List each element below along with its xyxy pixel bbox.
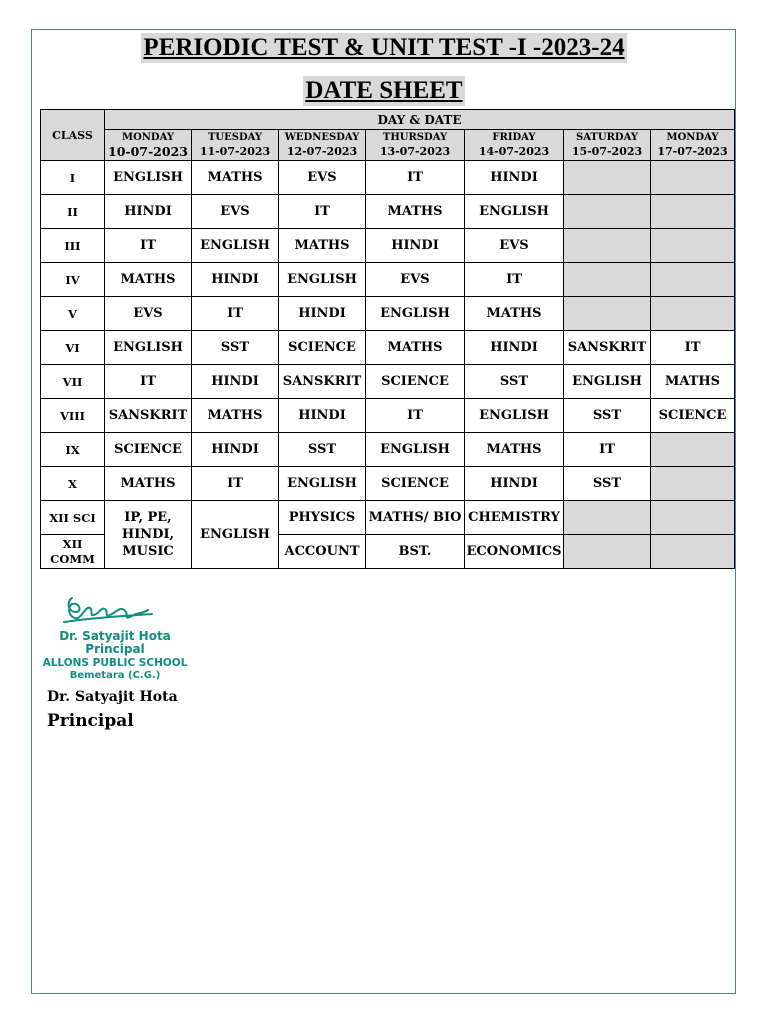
subject-cell: EVS (192, 195, 279, 229)
day-name: FRIDAY (492, 132, 536, 143)
day-date: 10-07-2023 (108, 144, 188, 159)
class-header: CLASS (41, 110, 105, 161)
subject-cell: ENGLISH (105, 331, 192, 365)
empty-cell (564, 535, 651, 569)
principal-signature-stamp (42, 592, 188, 684)
empty-cell (651, 195, 735, 229)
shared-subject-line: MUSIC (122, 544, 174, 559)
day-header-6 (564, 130, 651, 161)
day-header-5 (465, 130, 564, 161)
class-cell: V (41, 297, 105, 331)
subject-cell: ENGLISH (465, 399, 564, 433)
empty-cell (564, 195, 651, 229)
subject-cell: SCIENCE (366, 365, 465, 399)
date-sheet-table (40, 109, 735, 569)
subject-cell: HINDI (192, 433, 279, 467)
class-cell: XII COMM (41, 535, 105, 569)
class-rows (41, 161, 735, 501)
subject-cell: PHYSICS (279, 501, 366, 535)
subject-cell: ENGLISH (366, 297, 465, 331)
subject-cell: IT (651, 331, 735, 365)
subject-cell: IT (105, 229, 192, 263)
subject-cell: MATHS (366, 331, 465, 365)
subject-cell: EVS (105, 297, 192, 331)
subject-cell: ECONOMICS (465, 535, 564, 569)
day-name: MONDAY (122, 132, 174, 143)
day-date: 15-07-2023 (571, 145, 643, 158)
table-row (41, 399, 735, 433)
day-header-2 (192, 130, 279, 161)
subject-cell: SCIENCE (651, 399, 735, 433)
subject-cell: MATHS (192, 399, 279, 433)
subject-cell: SST (564, 467, 651, 501)
subject-cell: MATHS (651, 365, 735, 399)
subject-cell: IT (366, 161, 465, 195)
day-date: 17-07-2023 (657, 145, 728, 158)
table-row (41, 433, 735, 467)
shared-subject-line: HINDI, (121, 527, 175, 542)
subject-cell: MATHS (465, 433, 564, 467)
subject-cell: MATHS (192, 161, 279, 195)
subject-cell: ENGLISH (279, 467, 366, 501)
stamp-name: Dr. Satyajit Hota (59, 629, 171, 643)
subject-cell: SST (564, 399, 651, 433)
subject-cell: MATHS/ BIO (366, 501, 465, 535)
subject-cell: MATHS (366, 195, 465, 229)
subject-cell: HINDI (192, 365, 279, 399)
date-sheet-heading-wrap (0, 76, 768, 106)
subject-cell: ACCOUNT (279, 535, 366, 569)
day-header-1 (105, 130, 192, 161)
subject-cell: SST (465, 365, 564, 399)
subject-cell: IT (279, 195, 366, 229)
subject-cell: EVS (465, 229, 564, 263)
subject-cell: IT (192, 467, 279, 501)
subject-cell: ENGLISH (192, 229, 279, 263)
table-row (41, 297, 735, 331)
subject-cell: SANSKRIT (564, 331, 651, 365)
stamp-role: Principal (85, 642, 145, 656)
day-name: MONDAY (666, 132, 719, 143)
subject-cell: ENGLISH (279, 263, 366, 297)
subject-cell: HINDI (366, 229, 465, 263)
subject-cell: ENGLISH (465, 195, 564, 229)
class-cell: X (41, 467, 105, 501)
subject-cell: EVS (366, 263, 465, 297)
empty-cell (651, 229, 735, 263)
subject-cell: SANSKRIT (105, 399, 192, 433)
day-name: SATURDAY (576, 132, 638, 143)
subject-cell: SST (279, 433, 366, 467)
table-row (41, 467, 735, 501)
subject-cell: MATHS (279, 229, 366, 263)
table-row-xii-sci (41, 501, 735, 535)
subject-cell: IT (366, 399, 465, 433)
empty-cell (564, 229, 651, 263)
day-date: 13-07-2023 (379, 145, 451, 158)
subject-cell: ENGLISH (564, 365, 651, 399)
subject-cell: SCIENCE (105, 433, 192, 467)
subject-cell: IT (192, 297, 279, 331)
table-row (41, 195, 735, 229)
subject-cell: HINDI (465, 331, 564, 365)
day-header-7 (651, 130, 735, 161)
subject-cell: CHEMISTRY (465, 501, 564, 535)
day-date: 14-07-2023 (478, 145, 550, 158)
empty-cell (651, 501, 735, 535)
empty-cell (651, 535, 735, 569)
subject-cell: HINDI (279, 297, 366, 331)
subject-cell: HINDI (465, 467, 564, 501)
subject-cell: HINDI (105, 195, 192, 229)
day-name: TUESDAY (207, 132, 263, 143)
day-header-3 (279, 130, 366, 161)
shared-english-cell: ENGLISH (192, 501, 279, 569)
subject-cell: SST (192, 331, 279, 365)
subject-cell: ENGLISH (366, 433, 465, 467)
table-row (41, 161, 735, 195)
class-cell: VII (41, 365, 105, 399)
date-sheet-heading: DATE SHEET (305, 77, 463, 104)
page-title-wrap (0, 33, 768, 63)
day-date: 11-07-2023 (199, 145, 271, 158)
day-header-4 (366, 130, 465, 161)
table-row (41, 229, 735, 263)
day-name: THURSDAY (382, 132, 448, 143)
empty-cell (564, 501, 651, 535)
table-row (41, 331, 735, 365)
empty-cell (651, 161, 735, 195)
shared-subject-line: IP, PE, (124, 510, 172, 525)
subject-cell: HINDI (465, 161, 564, 195)
subject-cell: MATHS (465, 297, 564, 331)
empty-cell (564, 263, 651, 297)
table-row (41, 263, 735, 297)
signature-scribble (64, 598, 152, 622)
day-date-header: DAY & DATE (105, 110, 735, 130)
empty-cell (651, 263, 735, 297)
subject-cell: SCIENCE (366, 467, 465, 501)
class-cell: VI (41, 331, 105, 365)
principal-title: Principal (47, 711, 134, 731)
empty-cell (564, 297, 651, 331)
subject-cell: HINDI (279, 399, 366, 433)
class-cell: IX (41, 433, 105, 467)
empty-cell (651, 433, 735, 467)
stamp-school: ALLONS PUBLIC SCHOOL (42, 657, 188, 669)
subject-cell: IT (465, 263, 564, 297)
page-title: PERIODIC TEST & UNIT TEST -I -2023-24 (143, 34, 625, 61)
subject-cell: ENGLISH (105, 161, 192, 195)
subject-cell: MATHS (105, 467, 192, 501)
shared-subjects-cell (105, 501, 192, 569)
class-cell: XII SCI (41, 501, 105, 535)
table-row (41, 365, 735, 399)
class-cell: VIII (41, 399, 105, 433)
empty-cell (564, 161, 651, 195)
subject-cell: HINDI (192, 263, 279, 297)
subject-cell: IT (564, 433, 651, 467)
subject-cell: MATHS (105, 263, 192, 297)
class-cell: III (41, 229, 105, 263)
class-cell: IV (41, 263, 105, 297)
days-row (41, 130, 735, 161)
class-cell: II (41, 195, 105, 229)
subject-cell: BST. (366, 535, 465, 569)
subject-cell: IT (105, 365, 192, 399)
subject-cell: EVS (279, 161, 366, 195)
empty-cell (651, 297, 735, 331)
stamp-place: Bemetara (C.G.) (69, 670, 161, 681)
empty-cell (651, 467, 735, 501)
day-date: 12-07-2023 (286, 145, 358, 158)
class-cell: I (41, 161, 105, 195)
day-name: WEDNESDAY (284, 132, 360, 143)
subject-cell: SCIENCE (279, 331, 366, 365)
subject-cell: SANSKRIT (279, 365, 366, 399)
principal-name: Dr. Satyajit Hota (47, 689, 178, 705)
